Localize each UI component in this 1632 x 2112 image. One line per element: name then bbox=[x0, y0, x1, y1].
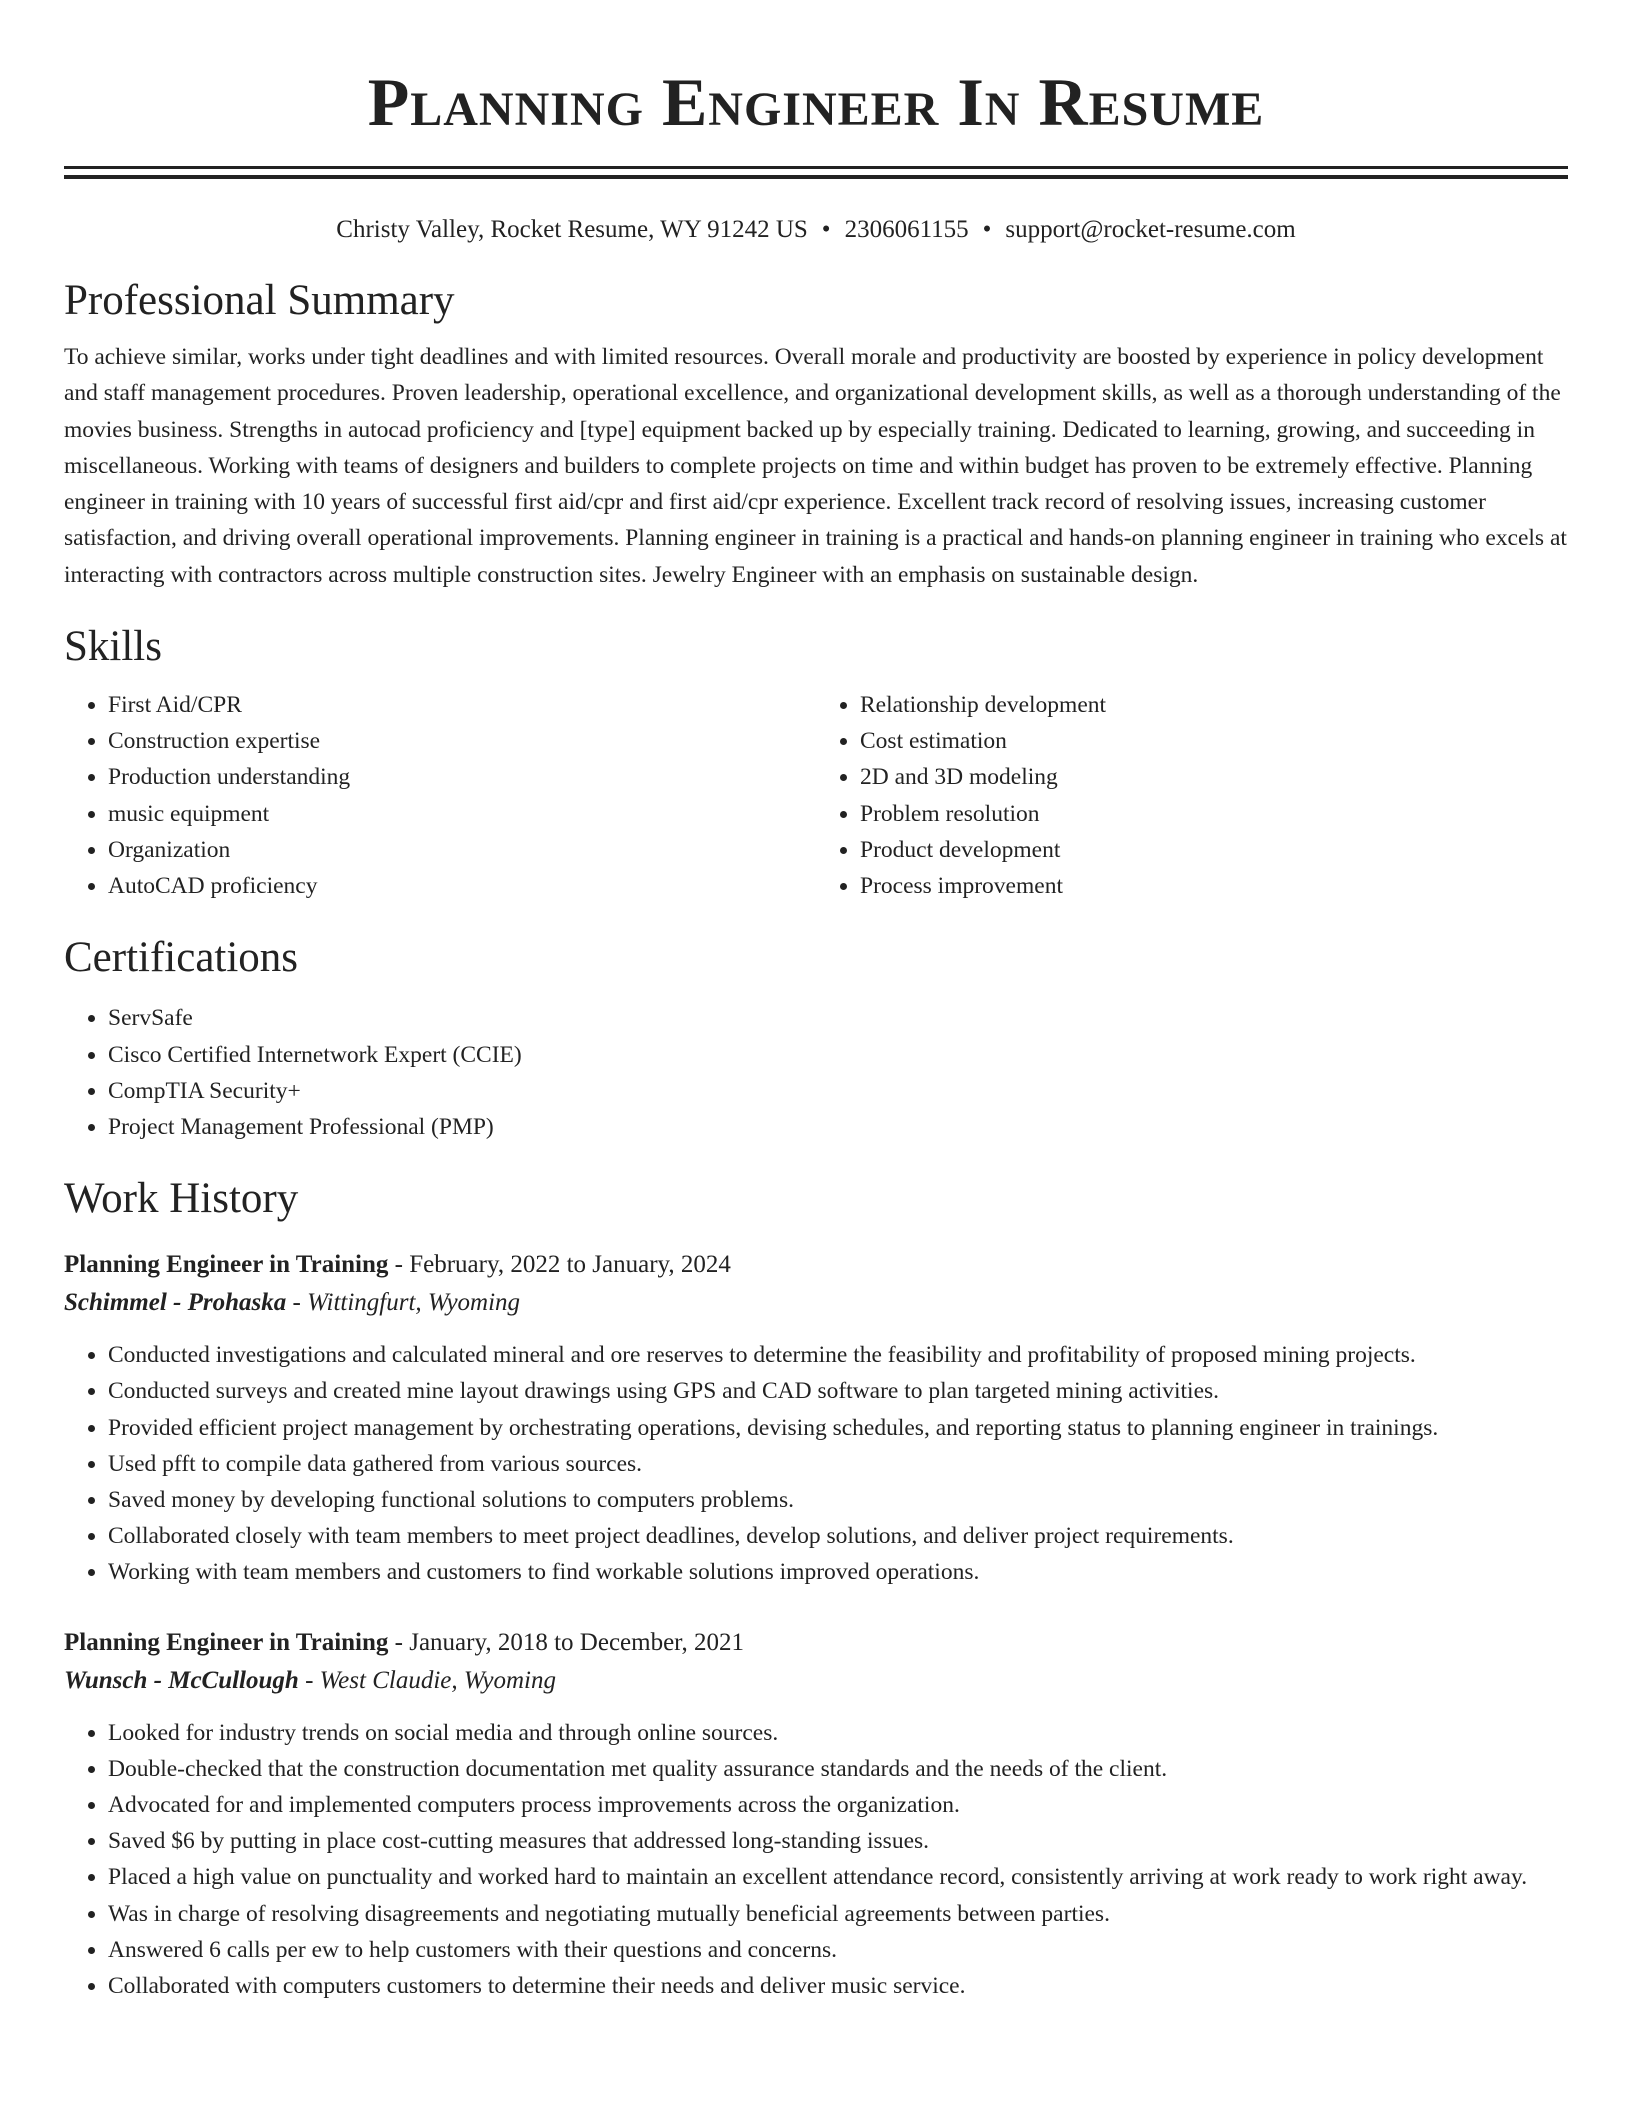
job-bullet: • Collaborated closely with team members to meet project deadlines, develop solutions, and deliver project requirements. bbox=[108, 1518, 1568, 1554]
job-bullet: • Saved $6 by putting in place cost-cutting measures that addressed long-standing issues. bbox=[108, 1823, 1568, 1859]
job-bullets bbox=[64, 1715, 1568, 2005]
job-company: Schimmel - Prohaska bbox=[64, 1289, 287, 1317]
job-bullet: • Looked for industry trends on social media and through online sources. bbox=[108, 1715, 1568, 1751]
summary-text: To achieve similar, works under tight deadlines and with limited resources. Overall morale and productivity are boosted by experience in policy development and staff management procedures. Proven leadership, operational excellence, and organizational development skills, as well as a thorough understanding of the movies business. Strengths in autocad proficiency and [type] equipment backed up by especially training. Dedicated to learning, growing, and succeeding in miscellaneous. Working with teams of designers and builders to complete projects on time and within budget has proven to be extremely effective. Planning engineer in training with 10 years of successful first aid/cpr and first aid/cpr experience. Excellent track record of resolving issues, increasing customer satisfaction, and driving overall operational improvements. Planning engineer in training is a practical and hands-on planning engineer in training who excels at interacting with contractors across multiple construction sites. Jewelry Engineer with an emphasis on sustainable design. bbox=[64, 344, 1567, 588]
skill-item: • AutoCAD proficiency bbox=[108, 868, 816, 904]
job-bullet: • Conducted investigations and calculated mineral and ore reserves to determine the feasibility and profitability of proposed mining projects. bbox=[108, 1337, 1568, 1373]
job-bullet: • Conducted surveys and created mine layout drawings using GPS and CAD software to plan targeted mining activities. bbox=[108, 1373, 1568, 1409]
skill-item: • Problem resolution bbox=[860, 796, 1568, 832]
job-bullet: • Answered 6 calls per ew to help customers with their questions and concerns. bbox=[108, 1932, 1568, 1968]
job-company-line bbox=[64, 1661, 1568, 1701]
title-rule-thick bbox=[64, 175, 1568, 179]
job-bullet: • Double-checked that the construction documentation met quality assurance standards and the needs of the client. bbox=[108, 1751, 1568, 1787]
skills-list-left bbox=[64, 687, 816, 904]
job-title-line bbox=[64, 1625, 1568, 1661]
certification-item: • Project Management Professional (PMP) bbox=[108, 1109, 1568, 1145]
job-entry bbox=[64, 1247, 1568, 1590]
job-location: - Wittingfurt, Wyoming bbox=[286, 1289, 521, 1317]
skill-item: • First Aid/CPR bbox=[108, 687, 816, 723]
certifications-heading: Certifications bbox=[64, 934, 299, 982]
job-entry bbox=[64, 1625, 1568, 2005]
contact-phone: 2306061155 bbox=[844, 216, 969, 243]
skill-item: • 2D and 3D modeling bbox=[860, 759, 1568, 795]
contact-separator: • bbox=[821, 216, 831, 243]
certification-item: • CompTIA Security+ bbox=[108, 1073, 1568, 1109]
skill-item: • Construction expertise bbox=[108, 723, 816, 759]
job-bullet: • Provided efficient project management by orchestrating operations, devising schedules, and reporting status to planning engineer in trainings. bbox=[108, 1410, 1568, 1446]
certification-item: • ServSafe bbox=[108, 1000, 1568, 1036]
job-dates: - February, 2022 to January, 2024 bbox=[388, 1251, 731, 1279]
summary-heading: Professional Summary bbox=[64, 277, 455, 324]
job-company-line bbox=[64, 1283, 1568, 1323]
job-bullet: • Advocated for and implemented computers process improvements across the organization. bbox=[108, 1787, 1568, 1823]
job-bullet: • Working with team members and customers to find workable solutions improved operations. bbox=[108, 1554, 1568, 1590]
skill-item: • Product development bbox=[860, 832, 1568, 868]
resume-title: Planning Engineer In Resume bbox=[367, 64, 1265, 140]
skills-list-right bbox=[816, 687, 1568, 904]
skills-columns bbox=[64, 687, 1568, 904]
skill-item: • Process improvement bbox=[860, 868, 1568, 904]
skill-item: • Organization bbox=[108, 832, 816, 868]
skill-item: • Cost estimation bbox=[860, 723, 1568, 759]
job-title-line bbox=[64, 1247, 1568, 1283]
job-company: Wunsch - McCullough bbox=[64, 1666, 299, 1694]
certifications-list bbox=[64, 1000, 1568, 1145]
certification-item: • Cisco Certified Internetwork Expert (CCIE) bbox=[108, 1037, 1568, 1073]
contact-separator: • bbox=[982, 216, 992, 243]
job-bullet: • Used pfft to compile data gathered from various sources. bbox=[108, 1446, 1568, 1482]
job-title: Planning Engineer in Training bbox=[64, 1628, 389, 1656]
title-rule-thin bbox=[64, 166, 1568, 169]
job-bullets bbox=[64, 1337, 1568, 1590]
skill-item: • Production understanding bbox=[108, 759, 816, 795]
job-bullet: • Placed a high value on punctuality and worked hard to maintain an excellent attendance record, consistently arriving at work ready to work right away. bbox=[108, 1859, 1568, 1895]
contact-line bbox=[64, 213, 1568, 247]
job-location: - West Claudie, Wyoming bbox=[298, 1666, 556, 1694]
job-dates: - January, 2018 to December, 2021 bbox=[388, 1628, 745, 1656]
contact-email: support@rocket-resume.com bbox=[1005, 216, 1296, 243]
job-bullet: • Collaborated with computers customers to determine their needs and deliver music service. bbox=[108, 1968, 1568, 2004]
job-bullet: • Was in charge of resolving disagreements and negotiating mutually beneficial agreements between parties. bbox=[108, 1896, 1568, 1932]
job-title: Planning Engineer in Training bbox=[64, 1251, 389, 1279]
skill-item: • Relationship development bbox=[860, 687, 1568, 723]
skill-item: • music equipment bbox=[108, 796, 816, 832]
work-history-heading: Work History bbox=[64, 1175, 299, 1223]
contact-address: Christy Valley, Rocket Resume, WY 91242 US bbox=[336, 216, 808, 243]
job-bullet: • Saved money by developing functional solutions to computers problems. bbox=[108, 1482, 1568, 1518]
skills-heading: Skills bbox=[64, 623, 162, 671]
